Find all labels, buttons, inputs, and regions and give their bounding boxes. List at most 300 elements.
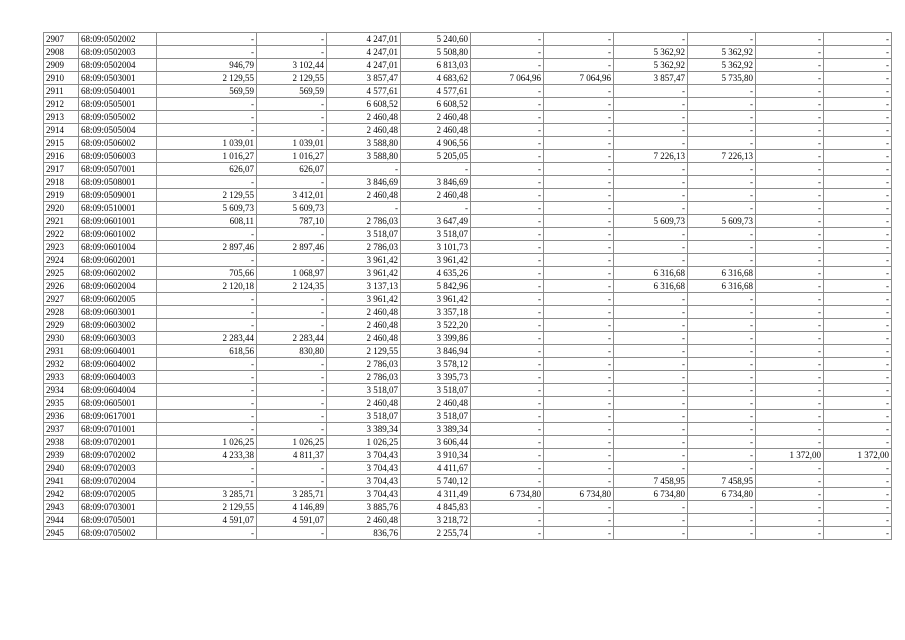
value-cell: - xyxy=(157,111,257,124)
value-cell: 1 026,25 xyxy=(157,436,257,449)
value-cell: 3 704,43 xyxy=(327,449,401,462)
value-cell: 5 609,73 xyxy=(688,215,756,228)
value-cell: 2 460,48 xyxy=(401,397,471,410)
cadastral-code-cell: 68:09:0506002 xyxy=(79,137,157,150)
value-cell: 4 247,01 xyxy=(327,33,401,46)
table-row xyxy=(44,488,892,501)
value-cell: - xyxy=(257,462,327,475)
value-cell: - xyxy=(756,527,824,540)
value-cell: - xyxy=(614,176,688,189)
value-cell: 2 460,48 xyxy=(327,332,401,345)
value-cell: - xyxy=(614,98,688,111)
value-cell: - xyxy=(157,124,257,137)
row-number-cell: 2939 xyxy=(44,449,79,462)
value-cell: - xyxy=(257,527,327,540)
value-cell: - xyxy=(614,241,688,254)
value-cell: 2 129,55 xyxy=(327,345,401,358)
value-cell: - xyxy=(824,85,892,98)
value-cell: - xyxy=(688,163,756,176)
table-row xyxy=(44,137,892,150)
value-cell: 2 283,44 xyxy=(257,332,327,345)
value-cell: - xyxy=(824,202,892,215)
table-row xyxy=(44,449,892,462)
value-cell: 5 508,80 xyxy=(401,46,471,59)
row-number-cell: 2920 xyxy=(44,202,79,215)
value-cell: - xyxy=(157,228,257,241)
value-cell: - xyxy=(688,436,756,449)
value-cell: - xyxy=(157,371,257,384)
table-row xyxy=(44,423,892,436)
table-row xyxy=(44,111,892,124)
value-cell: - xyxy=(471,371,544,384)
value-cell: - xyxy=(614,85,688,98)
value-cell: 5 240,60 xyxy=(401,33,471,46)
value-cell: - xyxy=(544,254,614,267)
value-cell: - xyxy=(756,59,824,72)
value-cell: - xyxy=(471,163,544,176)
value-cell: 7 064,96 xyxy=(471,72,544,85)
value-cell: 2 120,18 xyxy=(157,280,257,293)
value-cell: - xyxy=(614,202,688,215)
value-cell: 3 961,42 xyxy=(401,293,471,306)
value-cell: - xyxy=(756,124,824,137)
row-number-cell: 2909 xyxy=(44,59,79,72)
value-cell: - xyxy=(544,267,614,280)
cadastral-code-cell: 68:09:0601002 xyxy=(79,228,157,241)
value-cell: - xyxy=(756,254,824,267)
value-cell: 3 518,07 xyxy=(401,410,471,423)
value-cell: - xyxy=(756,410,824,423)
row-number-cell: 2919 xyxy=(44,189,79,202)
value-cell: 3 518,07 xyxy=(327,384,401,397)
value-cell: 3 412,01 xyxy=(257,189,327,202)
value-cell: - xyxy=(544,462,614,475)
value-cell: - xyxy=(471,514,544,527)
value-cell: 3 704,43 xyxy=(327,488,401,501)
value-cell: - xyxy=(157,527,257,540)
value-cell: - xyxy=(471,46,544,59)
value-cell: 4 683,62 xyxy=(401,72,471,85)
value-cell: - xyxy=(756,85,824,98)
value-cell: - xyxy=(756,72,824,85)
value-cell: - xyxy=(824,228,892,241)
value-cell: - xyxy=(157,33,257,46)
row-number-cell: 2917 xyxy=(44,163,79,176)
value-cell: - xyxy=(544,137,614,150)
table-row xyxy=(44,189,892,202)
value-cell: - xyxy=(157,384,257,397)
row-number-cell: 2926 xyxy=(44,280,79,293)
value-cell: 3 857,47 xyxy=(614,72,688,85)
row-number-cell: 2916 xyxy=(44,150,79,163)
value-cell: 1 026,25 xyxy=(257,436,327,449)
value-cell: - xyxy=(257,306,327,319)
value-cell: - xyxy=(257,371,327,384)
value-cell: 569,59 xyxy=(257,85,327,98)
value-cell: 2 460,48 xyxy=(401,189,471,202)
value-cell: - xyxy=(756,332,824,345)
cadastral-code-cell: 68:09:0508001 xyxy=(79,176,157,189)
value-cell: - xyxy=(157,254,257,267)
value-cell: - xyxy=(824,345,892,358)
value-cell: - xyxy=(756,241,824,254)
cadastral-code-cell: 68:09:0604001 xyxy=(79,345,157,358)
table-row xyxy=(44,228,892,241)
value-cell: 2 786,03 xyxy=(327,215,401,228)
value-cell: - xyxy=(688,371,756,384)
value-cell: - xyxy=(544,59,614,72)
value-cell: 4 247,01 xyxy=(327,59,401,72)
value-cell: - xyxy=(688,124,756,137)
value-cell: 3 961,42 xyxy=(327,293,401,306)
value-cell: 1 016,27 xyxy=(257,150,327,163)
value-cell: 7 226,13 xyxy=(614,150,688,163)
value-cell: 3 961,42 xyxy=(327,254,401,267)
value-cell: - xyxy=(614,332,688,345)
value-cell: - xyxy=(614,319,688,332)
value-cell: - xyxy=(544,436,614,449)
cadastral-code-cell: 68:09:0507001 xyxy=(79,163,157,176)
table-row xyxy=(44,215,892,228)
row-number-cell: 2921 xyxy=(44,215,79,228)
value-cell: 1 372,00 xyxy=(824,449,892,462)
value-cell: 5 205,05 xyxy=(401,150,471,163)
value-cell: - xyxy=(544,371,614,384)
value-cell: 2 786,03 xyxy=(327,358,401,371)
cadastral-code-cell: 68:09:0603001 xyxy=(79,306,157,319)
value-cell: 4 577,61 xyxy=(401,85,471,98)
table-row xyxy=(44,241,892,254)
value-cell: 5 842,96 xyxy=(401,280,471,293)
cadastral-code-cell: 68:09:0701001 xyxy=(79,423,157,436)
value-cell: 2 460,48 xyxy=(401,111,471,124)
value-cell: - xyxy=(824,397,892,410)
value-cell: 7 226,13 xyxy=(688,150,756,163)
value-cell: 3 285,71 xyxy=(257,488,327,501)
row-number-cell: 2918 xyxy=(44,176,79,189)
value-cell: - xyxy=(824,98,892,111)
value-cell: - xyxy=(688,228,756,241)
value-cell: - xyxy=(688,293,756,306)
value-cell: - xyxy=(824,241,892,254)
value-cell: - xyxy=(824,501,892,514)
cadastral-code-cell: 68:09:0702003 xyxy=(79,462,157,475)
value-cell: - xyxy=(471,215,544,228)
value-cell: - xyxy=(824,332,892,345)
value-cell: 6 813,03 xyxy=(401,59,471,72)
value-cell: 5 735,80 xyxy=(688,72,756,85)
table-row xyxy=(44,527,892,540)
value-cell: - xyxy=(756,98,824,111)
value-cell: 3 606,44 xyxy=(401,436,471,449)
value-cell: 3 518,07 xyxy=(327,228,401,241)
value-cell: 618,56 xyxy=(157,345,257,358)
value-cell: 836,76 xyxy=(327,527,401,540)
row-number-cell: 2923 xyxy=(44,241,79,254)
value-cell: 6 734,80 xyxy=(544,488,614,501)
table-row xyxy=(44,345,892,358)
value-cell: - xyxy=(157,306,257,319)
value-cell: 6 734,80 xyxy=(688,488,756,501)
table-row xyxy=(44,150,892,163)
cadastral-code-cell: 68:09:0702002 xyxy=(79,449,157,462)
row-number-cell: 2908 xyxy=(44,46,79,59)
table-row xyxy=(44,33,892,46)
value-cell: 4 247,01 xyxy=(327,46,401,59)
value-cell: 2 283,44 xyxy=(157,332,257,345)
value-cell: - xyxy=(824,384,892,397)
value-cell: - xyxy=(544,306,614,319)
table-row xyxy=(44,72,892,85)
value-cell: - xyxy=(756,397,824,410)
value-cell: 2 460,48 xyxy=(327,124,401,137)
value-cell: - xyxy=(824,488,892,501)
value-cell: - xyxy=(471,449,544,462)
value-cell: 5 609,73 xyxy=(614,215,688,228)
value-cell: - xyxy=(544,332,614,345)
table-row xyxy=(44,358,892,371)
value-cell: - xyxy=(756,280,824,293)
value-cell: - xyxy=(756,345,824,358)
cadastral-code-cell: 68:09:0617001 xyxy=(79,410,157,423)
table-row xyxy=(44,436,892,449)
cadastral-code-cell: 68:09:0605001 xyxy=(79,397,157,410)
value-cell: - xyxy=(824,46,892,59)
row-number-cell: 2907 xyxy=(44,33,79,46)
value-cell: - xyxy=(614,137,688,150)
value-cell: 3 588,80 xyxy=(327,137,401,150)
value-cell: - xyxy=(544,228,614,241)
cadastral-code-cell: 68:09:0702001 xyxy=(79,436,157,449)
value-cell: - xyxy=(544,98,614,111)
value-cell: - xyxy=(544,163,614,176)
value-cell: - xyxy=(471,254,544,267)
value-cell: 6 608,52 xyxy=(401,98,471,111)
table-body xyxy=(44,33,892,540)
value-cell: - xyxy=(157,410,257,423)
value-cell: - xyxy=(824,436,892,449)
value-cell: - xyxy=(688,98,756,111)
cadastral-code-cell: 68:09:0702004 xyxy=(79,475,157,488)
value-cell: - xyxy=(824,423,892,436)
table-row xyxy=(44,267,892,280)
value-cell: - xyxy=(257,410,327,423)
value-cell: 2 129,55 xyxy=(157,501,257,514)
table-row xyxy=(44,397,892,410)
cadastral-code-cell: 68:09:0705001 xyxy=(79,514,157,527)
value-cell: 626,07 xyxy=(257,163,327,176)
value-cell: 3 395,73 xyxy=(401,371,471,384)
value-cell: - xyxy=(544,33,614,46)
row-number-cell: 2931 xyxy=(44,345,79,358)
value-cell: - xyxy=(471,423,544,436)
value-cell: - xyxy=(756,228,824,241)
table-row xyxy=(44,462,892,475)
value-cell: 5 362,92 xyxy=(614,46,688,59)
row-number-cell: 2936 xyxy=(44,410,79,423)
table-row xyxy=(44,280,892,293)
value-cell: - xyxy=(471,436,544,449)
value-cell: - xyxy=(157,46,257,59)
value-cell: 626,07 xyxy=(157,163,257,176)
value-cell: - xyxy=(756,202,824,215)
table-row xyxy=(44,176,892,189)
value-cell: - xyxy=(471,150,544,163)
value-cell: - xyxy=(756,293,824,306)
value-cell: 4 233,38 xyxy=(157,449,257,462)
value-cell: - xyxy=(614,501,688,514)
value-cell: 1 068,97 xyxy=(257,267,327,280)
cadastral-code-cell: 68:09:0601001 xyxy=(79,215,157,228)
table-row xyxy=(44,59,892,72)
value-cell: - xyxy=(544,423,614,436)
row-number-cell: 2913 xyxy=(44,111,79,124)
row-number-cell: 2925 xyxy=(44,267,79,280)
value-cell: - xyxy=(756,384,824,397)
value-cell: - xyxy=(544,475,614,488)
value-cell: - xyxy=(544,176,614,189)
value-cell: - xyxy=(157,319,257,332)
table-row xyxy=(44,475,892,488)
value-cell: - xyxy=(824,462,892,475)
value-cell: 4 635,26 xyxy=(401,267,471,280)
value-cell: 6 608,52 xyxy=(327,98,401,111)
value-cell: 2 129,55 xyxy=(157,72,257,85)
value-cell: - xyxy=(756,371,824,384)
table-row xyxy=(44,85,892,98)
value-cell: - xyxy=(544,111,614,124)
row-number-cell: 2927 xyxy=(44,293,79,306)
value-cell: 4 591,07 xyxy=(157,514,257,527)
value-cell: - xyxy=(614,527,688,540)
row-number-cell: 2933 xyxy=(44,371,79,384)
value-cell: - xyxy=(824,59,892,72)
table-row xyxy=(44,501,892,514)
value-cell: - xyxy=(544,202,614,215)
value-cell: 3 101,73 xyxy=(401,241,471,254)
value-cell: - xyxy=(688,137,756,150)
value-cell: - xyxy=(157,98,257,111)
value-cell: - xyxy=(824,189,892,202)
value-cell: - xyxy=(257,293,327,306)
value-cell: - xyxy=(688,514,756,527)
value-cell: - xyxy=(614,293,688,306)
value-cell: - xyxy=(824,514,892,527)
table-row xyxy=(44,371,892,384)
value-cell: - xyxy=(824,475,892,488)
value-cell: 1 016,27 xyxy=(157,150,257,163)
value-cell: 5 609,73 xyxy=(157,202,257,215)
value-cell: - xyxy=(688,176,756,189)
value-cell: - xyxy=(471,345,544,358)
table-row xyxy=(44,384,892,397)
value-cell: 3 389,34 xyxy=(327,423,401,436)
cadastral-code-cell: 68:09:0602004 xyxy=(79,280,157,293)
row-number-cell: 2942 xyxy=(44,488,79,501)
value-cell: - xyxy=(257,358,327,371)
value-cell: - xyxy=(756,306,824,319)
value-cell: - xyxy=(544,46,614,59)
value-cell: 1 026,25 xyxy=(327,436,401,449)
value-cell: - xyxy=(756,111,824,124)
table-row xyxy=(44,514,892,527)
table-row xyxy=(44,124,892,137)
value-cell: 2 460,48 xyxy=(401,124,471,137)
value-cell: 2 129,55 xyxy=(157,189,257,202)
value-cell: 6 316,68 xyxy=(614,267,688,280)
value-cell: - xyxy=(688,410,756,423)
row-number-cell: 2944 xyxy=(44,514,79,527)
value-cell: - xyxy=(471,137,544,150)
row-number-cell: 2943 xyxy=(44,501,79,514)
value-cell: - xyxy=(756,176,824,189)
value-cell: - xyxy=(257,475,327,488)
value-cell: - xyxy=(824,280,892,293)
data-table xyxy=(43,32,892,540)
value-cell: - xyxy=(257,124,327,137)
value-cell: 2 255,74 xyxy=(401,527,471,540)
value-cell: - xyxy=(544,293,614,306)
value-cell: - xyxy=(688,501,756,514)
value-cell: - xyxy=(824,150,892,163)
value-cell: - xyxy=(824,527,892,540)
value-cell: - xyxy=(688,345,756,358)
value-cell: 2 460,48 xyxy=(327,189,401,202)
cadastral-code-cell: 68:09:0504001 xyxy=(79,85,157,98)
value-cell: 3 578,12 xyxy=(401,358,471,371)
value-cell: - xyxy=(257,111,327,124)
value-cell: - xyxy=(614,254,688,267)
value-cell: 3 518,07 xyxy=(327,410,401,423)
value-cell: 2 897,46 xyxy=(257,241,327,254)
value-cell: - xyxy=(824,163,892,176)
value-cell: - xyxy=(614,358,688,371)
value-cell: - xyxy=(544,319,614,332)
value-cell: - xyxy=(614,436,688,449)
value-cell: 2 786,03 xyxy=(327,241,401,254)
cadastral-code-cell: 68:09:0602002 xyxy=(79,267,157,280)
value-cell: - xyxy=(544,85,614,98)
cadastral-code-cell: 68:09:0601004 xyxy=(79,241,157,254)
value-cell: - xyxy=(756,33,824,46)
value-cell: - xyxy=(471,410,544,423)
cadastral-code-cell: 68:09:0509001 xyxy=(79,189,157,202)
value-cell: - xyxy=(471,124,544,137)
value-cell: - xyxy=(471,189,544,202)
value-cell: 3 588,80 xyxy=(327,150,401,163)
table-row xyxy=(44,46,892,59)
value-cell: - xyxy=(401,163,471,176)
value-cell: 3 102,44 xyxy=(257,59,327,72)
value-cell: - xyxy=(257,319,327,332)
value-cell: - xyxy=(688,423,756,436)
value-cell: - xyxy=(471,462,544,475)
value-cell: - xyxy=(756,488,824,501)
table-row xyxy=(44,163,892,176)
cadastral-code-cell: 68:09:0602001 xyxy=(79,254,157,267)
value-cell: - xyxy=(157,397,257,410)
cadastral-code-cell: 68:09:0506003 xyxy=(79,150,157,163)
value-cell: - xyxy=(257,423,327,436)
value-cell: 5 609,73 xyxy=(257,202,327,215)
cadastral-code-cell: 68:09:0503001 xyxy=(79,72,157,85)
cadastral-code-cell: 68:09:0705002 xyxy=(79,527,157,540)
value-cell: - xyxy=(257,46,327,59)
value-cell: 5 362,92 xyxy=(614,59,688,72)
value-cell: - xyxy=(824,267,892,280)
value-cell: 3 846,94 xyxy=(401,345,471,358)
value-cell: - xyxy=(688,332,756,345)
